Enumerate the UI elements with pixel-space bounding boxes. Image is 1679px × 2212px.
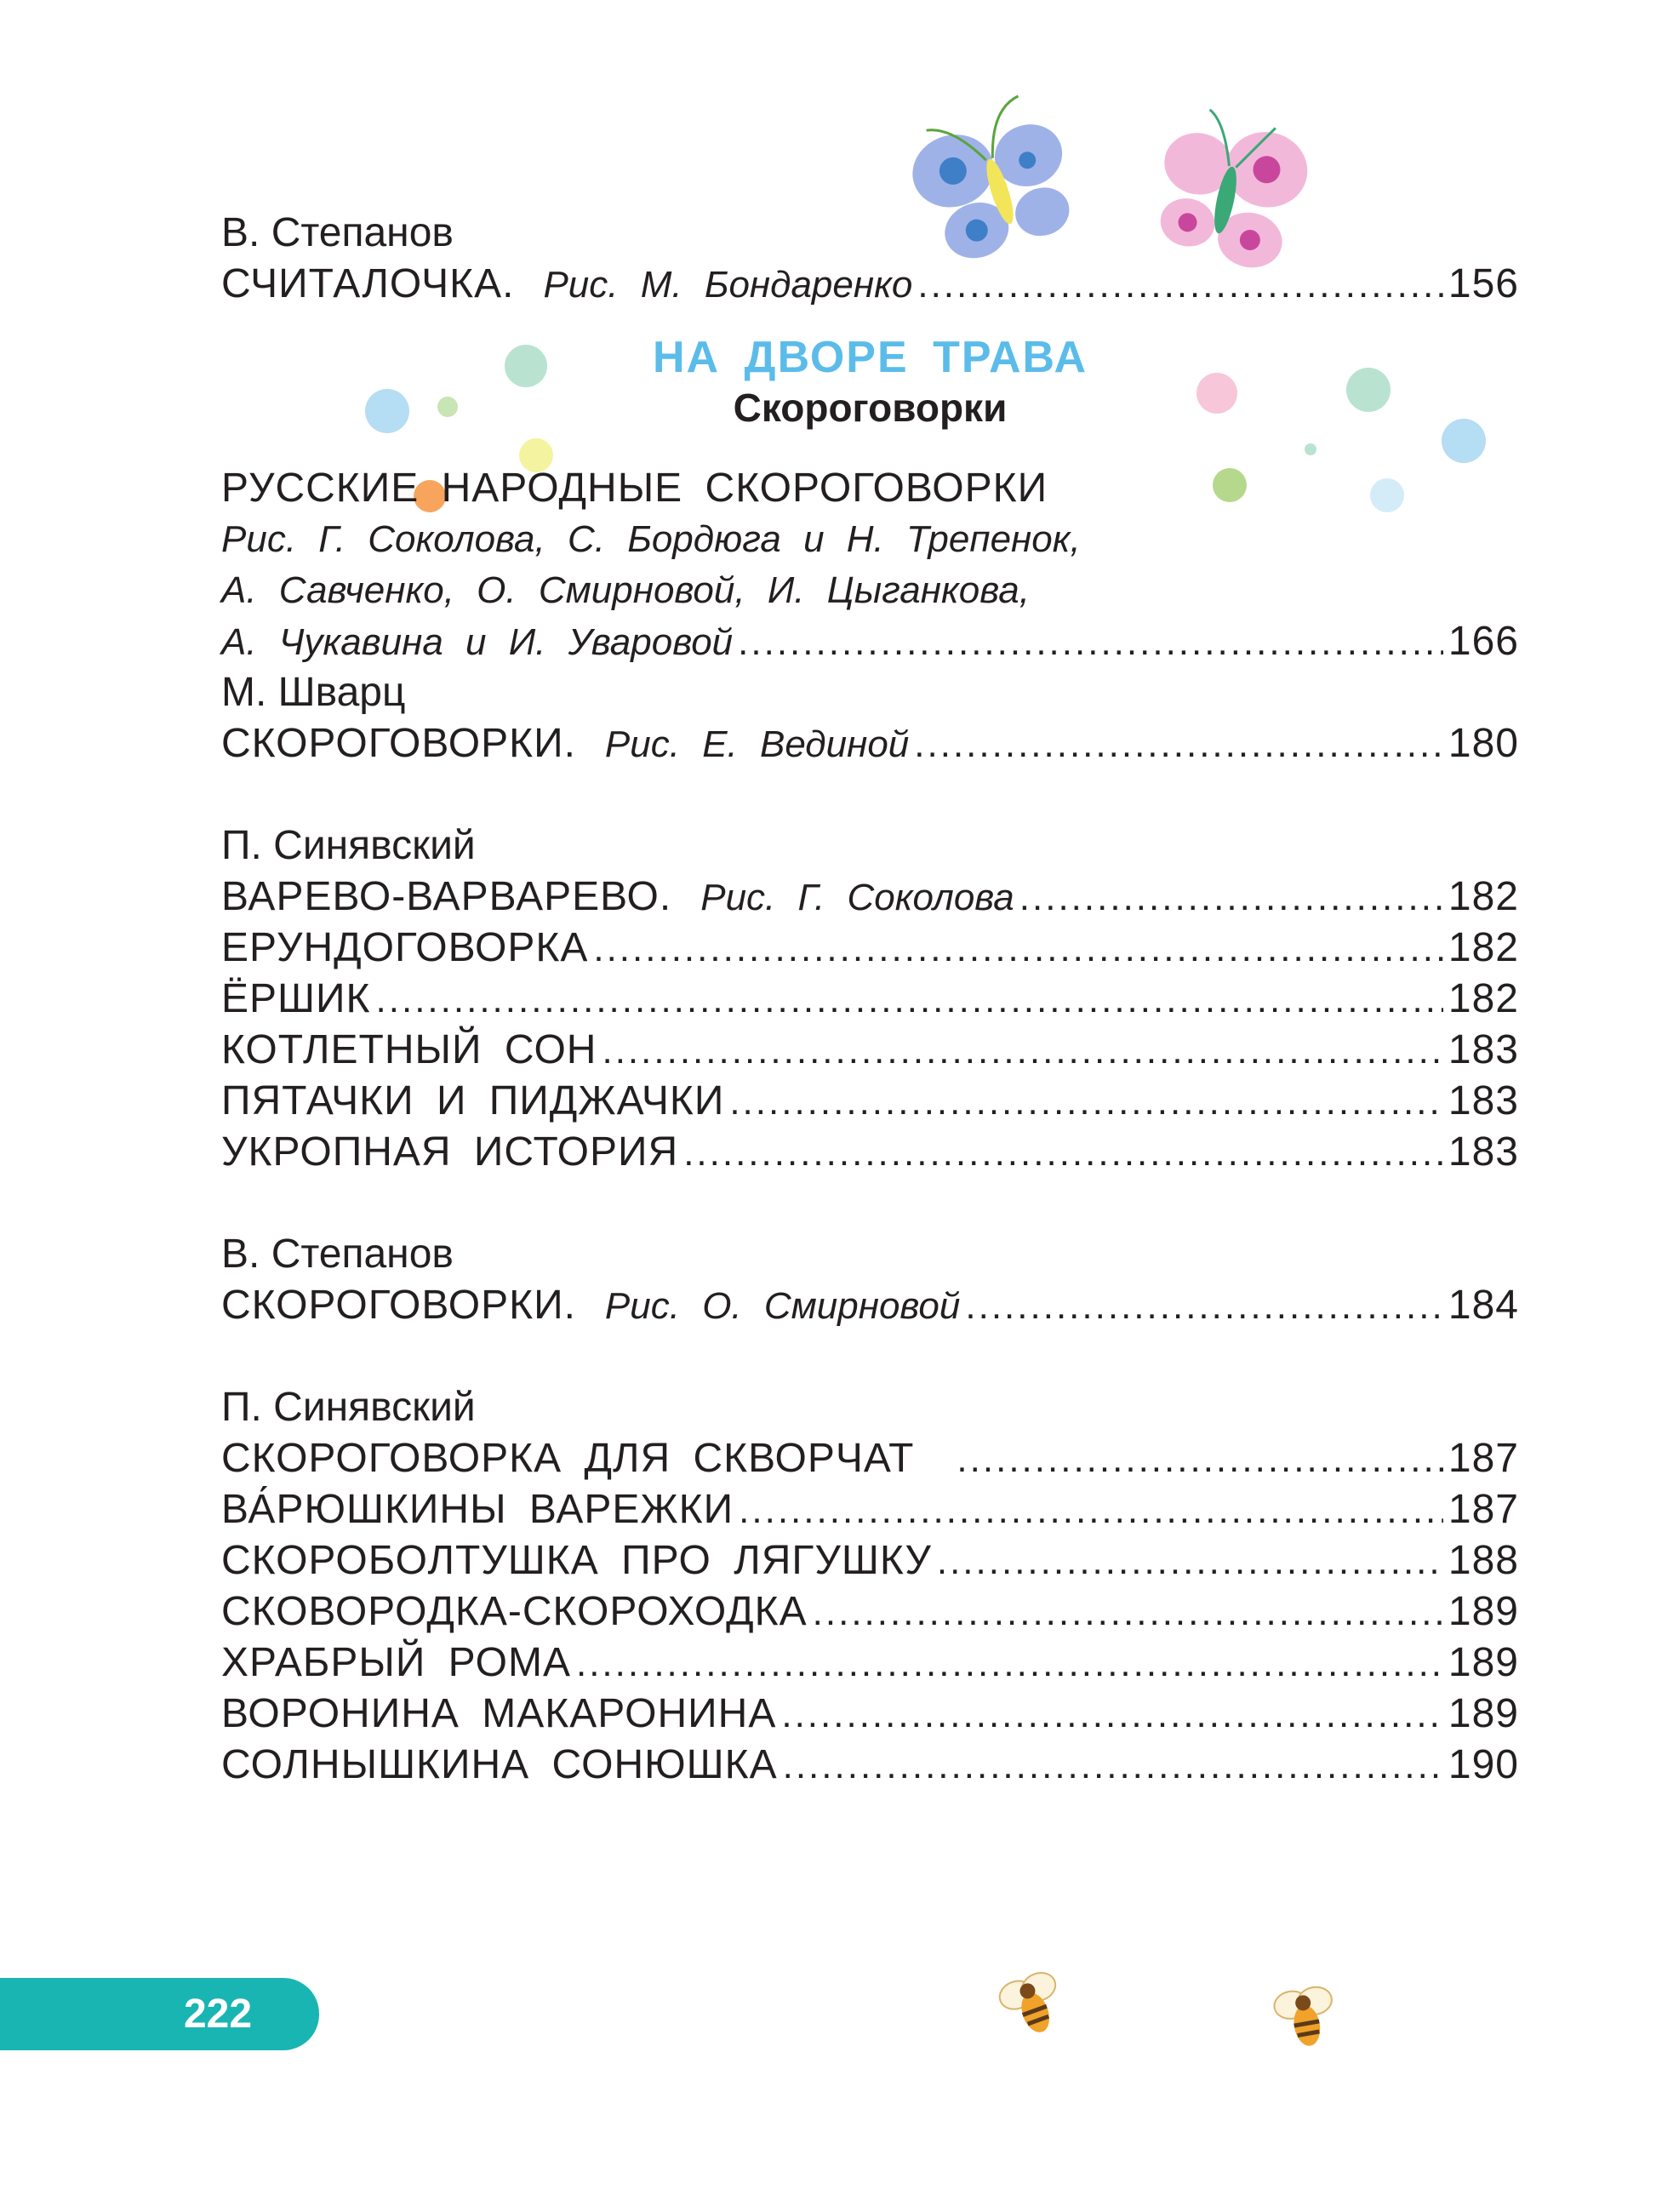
toc-entry[interactable] (221, 974, 1519, 1025)
entry-page: 187 (1448, 1436, 1519, 1481)
entry-page: 189 (1448, 1589, 1519, 1634)
leader-dots (729, 1077, 1443, 1128)
entry-page: 183 (1448, 1027, 1519, 1072)
entry-title: ВАРЕВО-ВАРВАРЕВО. (221, 874, 672, 919)
table-of-contents (221, 208, 1519, 1791)
leader-dots (781, 1689, 1443, 1740)
entry-page: 180 (1448, 721, 1519, 766)
entry-title: СОЛНЫШКИНА СОНЮШКА (221, 1742, 778, 1787)
leader-dots (914, 719, 1443, 770)
toc-entry[interactable] (221, 1638, 1519, 1689)
entry-title: РУССКИЕ НАРОДНЫЕ СКОРОГОВОРКИ (221, 466, 1048, 511)
page-number: 222 (183, 1992, 253, 2037)
entry-title: СКОРОБОЛТУШКА ПРО ЛЯГУШКУ (221, 1538, 932, 1583)
entry-title: УКРОПНАЯ ИСТОРИЯ (221, 1129, 679, 1175)
entry-title: КОТЛЕТНЫЙ СОН (221, 1027, 597, 1072)
entry-page: 189 (1448, 1691, 1519, 1736)
entry-page: 187 (1448, 1487, 1519, 1532)
author-name: П. Синявский (221, 1385, 476, 1430)
toc-entry[interactable] (221, 1433, 1519, 1484)
chapter-title: НА ДВОРЕ ТРАВА (652, 333, 1088, 382)
leader-dots (1019, 872, 1443, 923)
entry-title: ПЯТАЧКИ И ПИДЖАЧКИ (221, 1078, 725, 1123)
author-name: В. Степанов (221, 1232, 454, 1277)
entry-title: СКОРОГОВОРКИ. (221, 1283, 576, 1328)
toc-entry[interactable] (221, 1280, 1519, 1331)
leader-dots (917, 260, 1443, 311)
toc-entry[interactable] (221, 1586, 1519, 1638)
entry-illustrator: Рис. Г. Соколова, С. Бордюга и Н. Трепенок, (221, 518, 1081, 560)
entry-title: СЧИТАЛОЧКА. (221, 261, 515, 306)
entry-page: 182 (1448, 874, 1519, 919)
entry-title: ХРАБРЫЙ РОМА (221, 1640, 571, 1685)
leader-dots (683, 1128, 1443, 1179)
toc-entry[interactable] (221, 1484, 1519, 1535)
leader-dots (576, 1638, 1443, 1689)
toc-entry[interactable] (221, 1076, 1519, 1127)
entry-page: 182 (1448, 976, 1519, 1021)
leader-dots (937, 1536, 1443, 1587)
leader-dots (783, 1740, 1443, 1792)
toc-entry[interactable] (221, 923, 1519, 974)
entry-page: 183 (1448, 1078, 1519, 1123)
leader-dots (602, 1026, 1442, 1077)
entry-title: СКОРОГОВОРКИ. (221, 721, 576, 766)
author-name: М. Шварц (221, 670, 406, 715)
chapter-heading (221, 310, 1519, 463)
leader-dots (813, 1587, 1443, 1638)
entry-title: СКОРОГОВОРКА ДЛЯ СКВОРЧАТ (221, 1436, 915, 1481)
entry-title: СКОВОРОДКА-СКОРОХОДКА (221, 1589, 808, 1634)
entry-title: ВА́РЮШКИНЫ ВАРЕЖКИ (221, 1487, 734, 1532)
author-name: П. Синявский (221, 823, 476, 868)
page-number-tab (0, 1978, 319, 2050)
entry-page: 190 (1448, 1742, 1519, 1787)
toc-entry[interactable] (221, 718, 1519, 769)
entry-page: 189 (1448, 1640, 1519, 1685)
bee-icon (996, 1969, 1070, 2042)
toc-entry[interactable] (221, 1689, 1519, 1740)
entry-title: ВОРОНИНА МАКАРОНИНА (221, 1691, 777, 1736)
toc-entry[interactable] (221, 1127, 1519, 1178)
toc-entry[interactable] (221, 1535, 1519, 1586)
entry-page: 156 (1448, 261, 1519, 306)
leader-dots (738, 617, 1443, 668)
author-name: В. Степанов (221, 210, 454, 255)
entry-illustrator: Рис. Г. Соколова (700, 877, 1014, 918)
toc-entry[interactable] (221, 1740, 1519, 1791)
entry-page: 182 (1448, 925, 1519, 970)
leader-dots (376, 975, 1443, 1026)
entry-illustrator: Рис. О. Смирновой (604, 1285, 961, 1327)
leader-dots (965, 1281, 1443, 1332)
entry-page: 166 (1448, 619, 1519, 664)
entry-illustrator: Рис. М. Бондаренко (543, 264, 913, 306)
entry-illustrator: А. Чукавина и И. Уваровой (221, 621, 734, 663)
entry-title: ЕРУНДОГОВОРКА (221, 925, 589, 970)
toc-entry[interactable] (221, 1025, 1519, 1076)
leader-dots (739, 1485, 1443, 1536)
entry-illustrator: Рис. Е. Вединой (604, 723, 910, 765)
entry-page: 184 (1448, 1283, 1519, 1328)
entry-title: ЁРШИК (221, 976, 371, 1021)
toc-entry[interactable] (221, 259, 1519, 310)
leader-dots (593, 923, 1443, 975)
toc-entry[interactable] (221, 872, 1519, 923)
entry-page: 188 (1448, 1538, 1519, 1583)
chapter-subtitle: Скороговорки (733, 386, 1008, 430)
entry-page: 183 (1448, 1129, 1519, 1175)
toc-entry[interactable] (221, 616, 1519, 667)
entry-illustrator: А. Савченко, О. Смирновой, И. Цыганкова, (221, 569, 1030, 611)
leader-dots (957, 1434, 1442, 1485)
bee-icon (1272, 1985, 1339, 2051)
